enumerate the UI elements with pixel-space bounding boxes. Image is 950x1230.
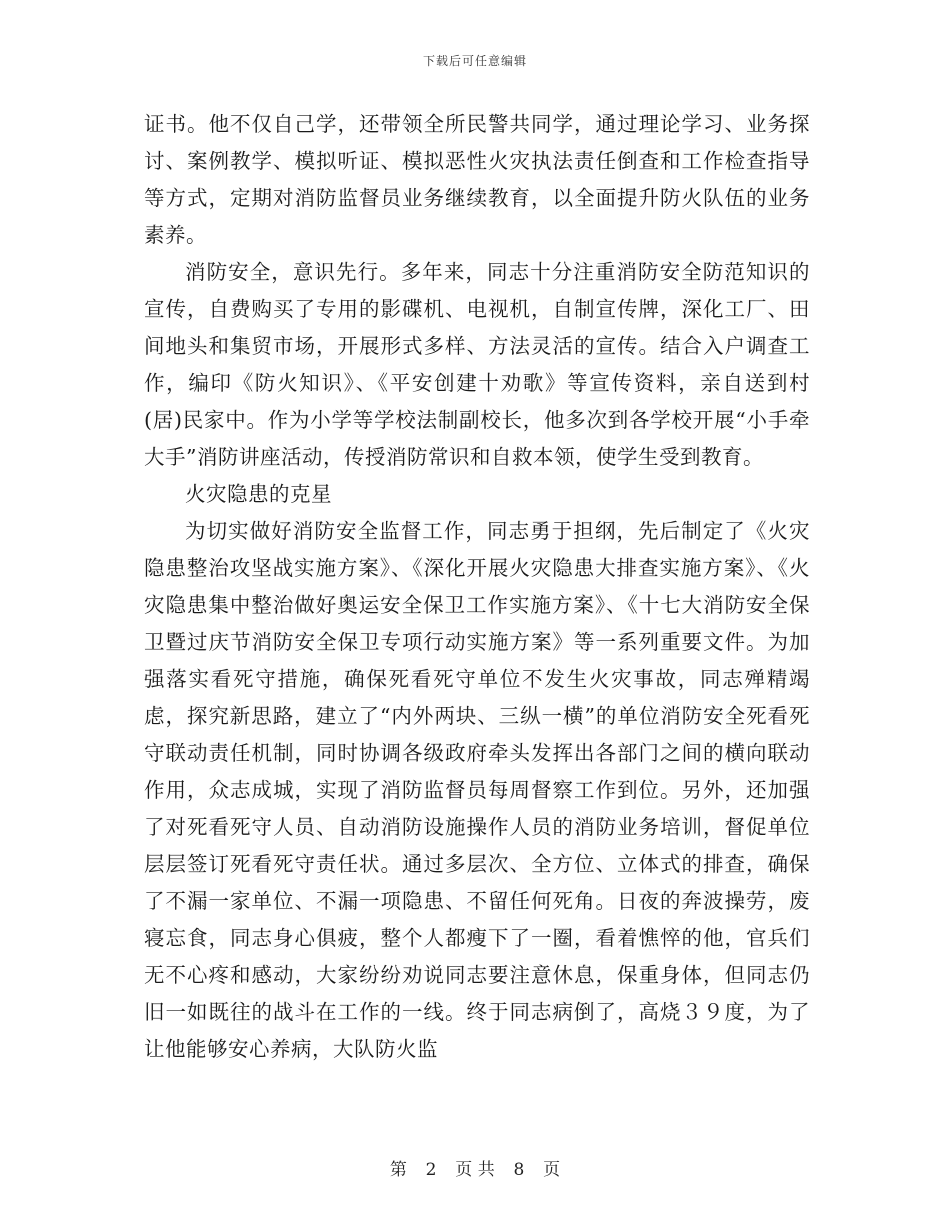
footer-prefix: 第 xyxy=(389,1160,407,1180)
page-header: 下载后可任意编辑 xyxy=(422,54,527,68)
page-footer xyxy=(0,1155,950,1180)
footer-middle: 页 共 xyxy=(455,1160,495,1180)
footer-suffix: 页 xyxy=(543,1160,561,1180)
document-body xyxy=(144,106,810,1068)
paragraph-1: 证书。他不仅自己学，还带领全所民警共同学，通过理论学习、业务探讨、案例教学、模拟听证、模拟恶性火灾执法责任倒查和工作检查指导等方式，定期对消防监督员业务继续教育，以全面提升防火队伍的业务素养。 xyxy=(144,112,810,247)
paragraph-3: 为切实做好消防安全监督工作，同志勇于担纲，先后制定了《火灾隐患整治攻坚战实施方案》、《深化开展火灾隐患大排查实施方案》、《火灾隐患集中整治做好奥运安全保卫工作实施方案》、《十七大消防安全保卫暨过庆节消防安全保卫专项行动实施方案》等一系列重要文件。为加强落实看死守措施，确保死看死守单位不发生火灾事故，同志殚精竭虑，探究新思路，建立了“内外两块、三纵一横”的单位消防安全死看死守联动责任机制，同时协调各级政府牵头发挥出各部门之间的横向联动作用，众志成城，实现了消防监督员每周督察工作到位。另外，还加强了对死看死守人员、自动消防设施操作人员的消防业务培训，督促单位层层签订死看死守责任状。通过多层次、全方位、立体式的排查，确保了不漏一家单位、不漏一项隐患、不留任何死角。日夜的奔波操劳，废寝忘食，同志身心俱疲，整个人都瘦下了一圈，看着憔悴的他，官兵们无不心疼和感动，大家纷纷劝说同志要注意休息，保重身体，但同志仍旧一如既往的战斗在工作的一线。终于同志病倒了，高烧３９度，为了让他能够安心养病，大队防火监 xyxy=(144,519,810,1061)
footer-page-number: 2 xyxy=(425,1160,437,1180)
footer-total-pages: 8 xyxy=(513,1160,525,1180)
paragraph-2: 消防安全，意识先行。多年来，同志十分注重消防安全防范知识的宣传，自费购买了专用的影碟机、电视机，自制宣传牌，深化工厂、田间地头和集贸市场，开展形式多样、方法灵活的宣传。结合入户调查工作，编印《防火知识》、《平安创建十劝歌》等宣传资料，亲自送到村(居)民家中。作为小学等学校法制副校长，他多次到各学校开展“小手牵大手”消防讲座活动，传授消防常识和自救本领，使学生受到教育。 xyxy=(144,260,810,469)
section-heading: 火灾隐患的克星 xyxy=(185,482,332,506)
